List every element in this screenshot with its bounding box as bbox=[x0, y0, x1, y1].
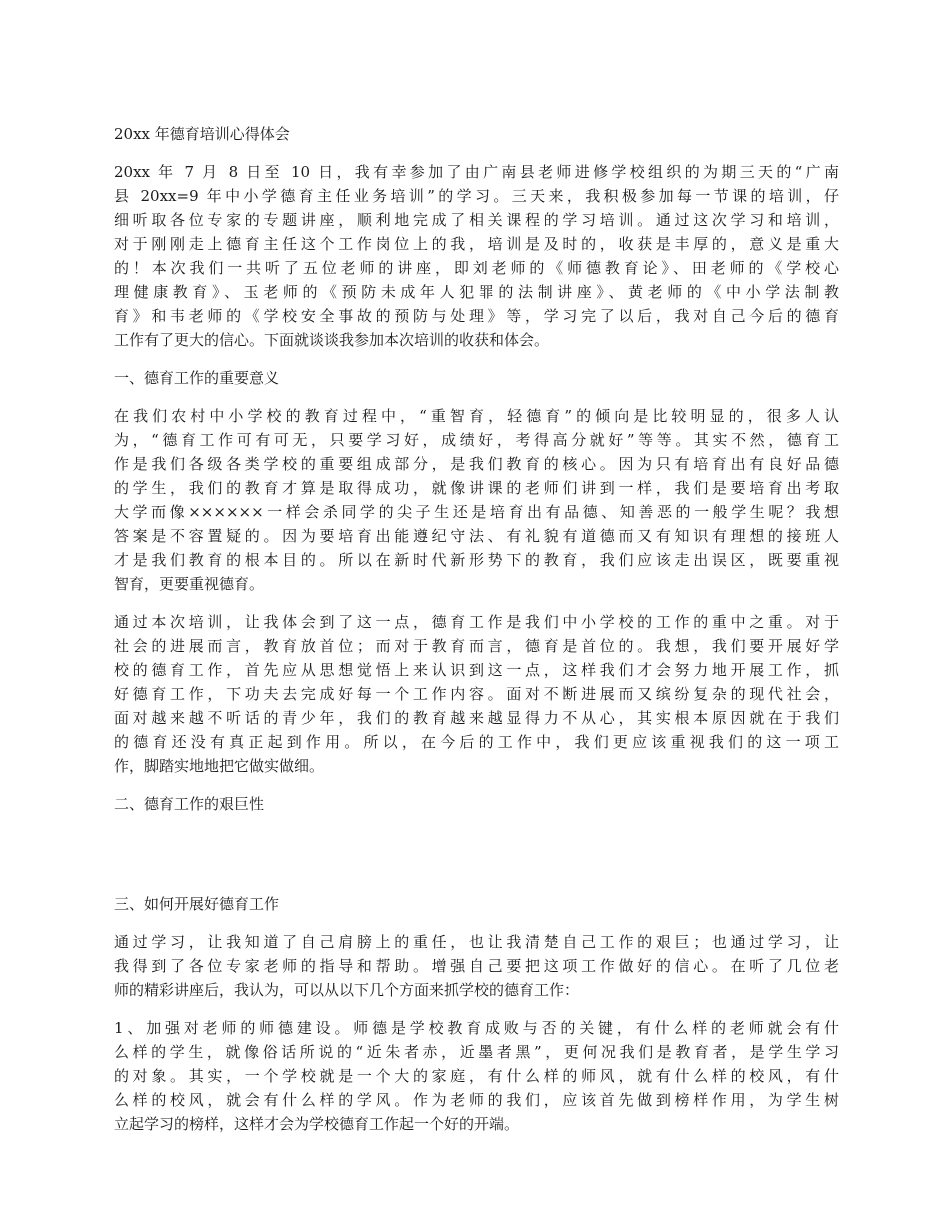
text-line: 社会的进展而言，教育放首位；而对于教育而言，德育是首位的。我想，我们要开展好学 bbox=[114, 637, 839, 655]
text-line: 对于刚刚走上德育主任这个工作岗位上的我，培训是及时的，收获是丰厚的，意义是重大 bbox=[114, 235, 839, 253]
section3-paragraph-1 bbox=[114, 930, 839, 1002]
text-line: 县 20xx=9 年中小学德育主任业务培训”的学习。三天来，我积极参加每一节课的培训，仔 bbox=[114, 187, 839, 205]
text-line: 作是我们各级各类学校的重要组成部分，是我们教育的核心。因为只有培育出有良好品德 bbox=[114, 455, 839, 473]
text-line: 的德育还没有真正起到作用。所以，在今后的工作中，我们更应该重视我们的这一项工 bbox=[114, 733, 839, 751]
text-line: 才是我们教育的根本目的。所以在新时代新形势下的教育，我们应该走出误区，既要重视 bbox=[114, 551, 839, 569]
text-line: 我得到了各位专家老师的指导和帮助。增强自己要把这项工作做好的信心。在听了几位老 bbox=[114, 957, 839, 975]
text-line: 校的德育工作，首先应从思想觉悟上来认识到这一点，这样我们才会努力地开展工作，抓 bbox=[114, 661, 839, 679]
section2-heading: 二、德育工作的艰巨性 bbox=[114, 795, 265, 813]
section1-heading: 一、德育工作的重要意义 bbox=[114, 369, 280, 387]
document-page bbox=[114, 122, 839, 1150]
text-line: 1、加强对老师的师德建设。师德是学校教育成败与否的关键，有什么样的老师就会有什 bbox=[114, 1019, 839, 1037]
section3-heading: 三、如何开展好德育工作 bbox=[114, 895, 280, 913]
text-line: 通过本次培训，让我体会到了这一点，德育工作是我们中小学校的工作的重中之重。对于 bbox=[114, 613, 839, 631]
text-line: 答案是不容置疑的。因为要培育出能遵纪守法、有礼貌有道德而又有知识有理想的接班人 bbox=[114, 527, 839, 545]
text-line: 么样的校风，就会有什么样的学风。作为老师的我们，应该首先做到榜样作用，为学生树 bbox=[114, 1091, 839, 1109]
text-line: 的！本次我们一共听了五位老师的讲座，即刘老师的《师德教育论》、田老师的《学校心 bbox=[114, 259, 839, 277]
text-line: 育》和韦老师的《学校安全事故的预防与处理》等，学习完了以后，我对自己今后的德育 bbox=[114, 307, 839, 325]
text-line: 在我们农村中小学校的教育过程中，“重智育，轻德育”的倾向是比较明显的，很多人认 bbox=[114, 407, 839, 425]
section3-paragraph-2 bbox=[114, 1016, 839, 1136]
text-line: 通过学习，让我知道了自己肩膀上的重任，也让我清楚自己工作的艰巨；也通过学习，让 bbox=[114, 933, 839, 951]
blank-space bbox=[114, 830, 839, 892]
text-line: 面对越来越不听话的青少年，我们的教育越来越显得力不从心，其实根本原因就在于我们 bbox=[114, 709, 839, 727]
text-line: 么样的学生，就像俗话所说的“近朱者赤，近墨者黑”，更何况我们是教育者，是学生学习 bbox=[114, 1043, 839, 1061]
text-line: 的对象。其实，一个学校就是一个大的家庭，有什么样的师风，就有什么样的校风，有什 bbox=[114, 1067, 839, 1085]
text-line: 细听取各位专家的专题讲座，顺利地完成了相关课程的学习培训。通过这次学习和培训， bbox=[114, 211, 839, 229]
text-line: 作，脚踏实地地把它做实做细。 bbox=[114, 757, 325, 775]
text-line: 工作有了更大的信心。下面就谈谈我参加本次培训的收获和体会。 bbox=[114, 331, 550, 349]
text-line: 理健康教育》、玉老师的《预防未成年人犯罪的法制讲座》、黄老师的《中小学法制教 bbox=[114, 283, 839, 301]
section1-paragraph-1 bbox=[114, 404, 839, 596]
text-line: 智育，更要重视德育。 bbox=[114, 575, 265, 593]
text-line: 为，“德育工作可有可无，只要学习好，成绩好，考得高分就好”等等。其实不然，德育工 bbox=[114, 431, 839, 449]
text-line: 师的精彩讲座后，我认为，可以从以下几个方面来抓学校的德育工作： bbox=[114, 981, 580, 999]
text-line: 的学生，我们的教育才算是取得成功，就像讲课的老师们讲到一样，我们是要培育出考取 bbox=[114, 479, 839, 497]
document-title: 20xx 年德育培训心得体会 bbox=[114, 125, 290, 143]
text-line: 立起学习的榜样，这样才会为学校德育工作起一个好的开端。 bbox=[114, 1115, 520, 1133]
text-line: 大学而像××××××一样会杀同学的尖子生还是培育出有品德、知善恶的一般学生呢？我想 bbox=[114, 503, 839, 521]
intro-paragraph bbox=[114, 160, 839, 352]
section1-paragraph-2 bbox=[114, 610, 839, 778]
text-line: 好德育工作，下功夫去完成好每一个工作内容。面对不断进展而又缤纷复杂的现代社会， bbox=[114, 685, 839, 703]
text-line: 20xx 年 7 月 8 日至 10 日，我有幸参加了由广南县老师进修学校组织的为期三天的“广南 bbox=[114, 163, 839, 181]
